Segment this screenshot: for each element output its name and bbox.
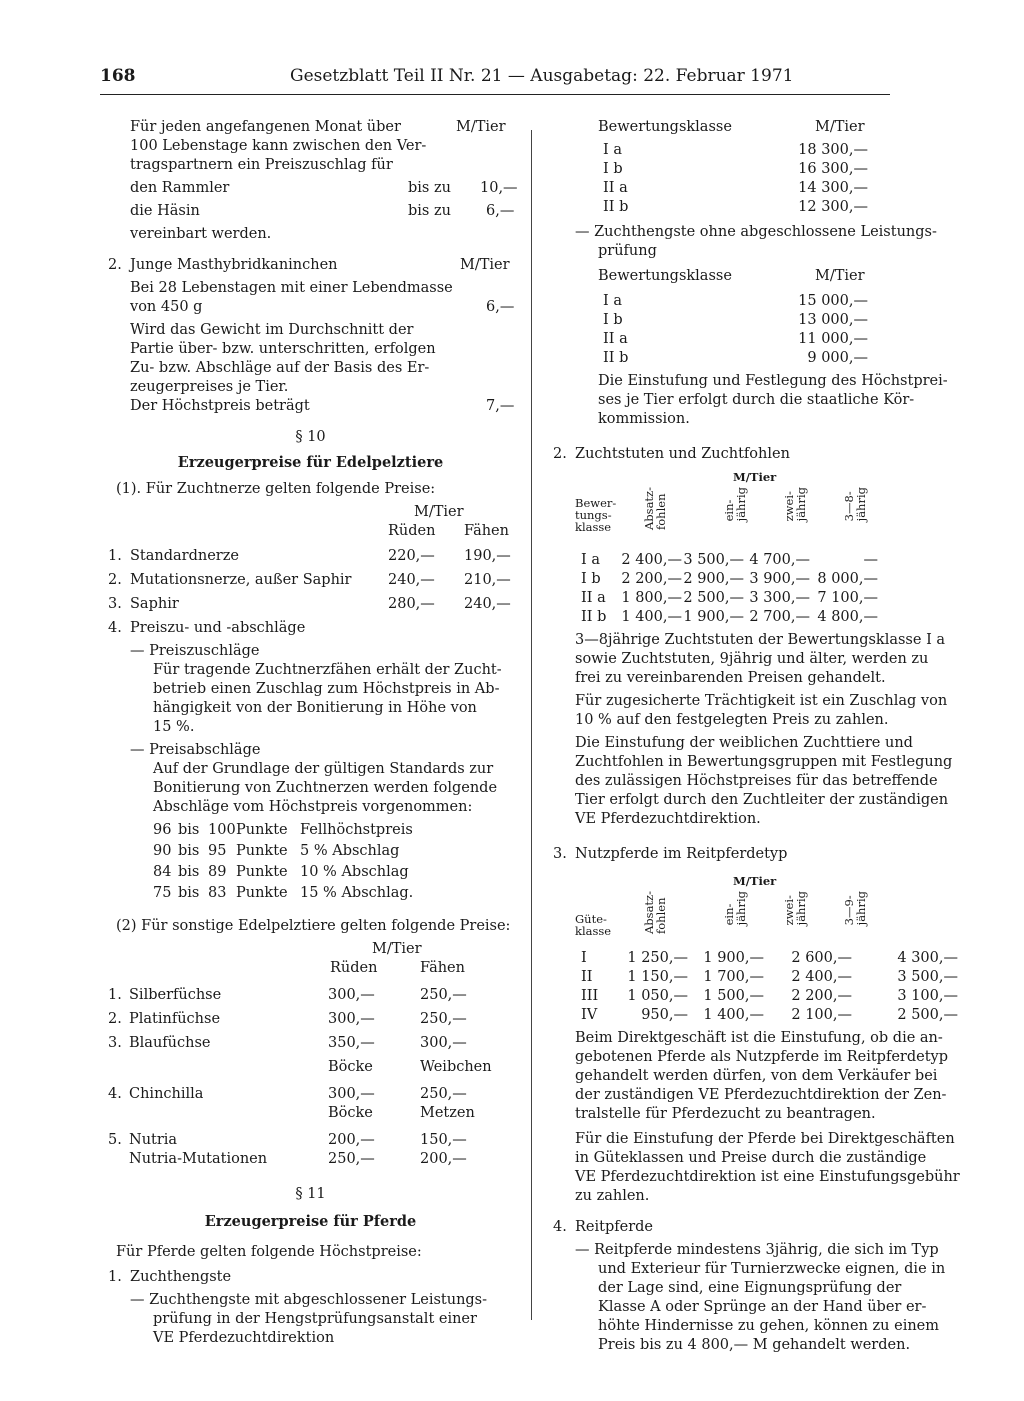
points-to: 100 (208, 822, 236, 838)
text-line: vereinbart werden. (130, 226, 272, 242)
price-value: 240,— (388, 572, 435, 588)
text-line: der zuständigen VE Pferdezuchtdirektion der Zen- (575, 1087, 947, 1103)
text-line: (2) Für sonstige Edelpelztiere gelten folgende Preise: (116, 918, 511, 934)
table-row (108, 884, 513, 905)
column-header: Rüden (388, 523, 436, 539)
text-line: — Preiszuschläge (130, 643, 260, 659)
price-value: 13 000,— (798, 312, 868, 328)
section-number: § 11 (295, 1186, 326, 1202)
points-from: 90 (153, 843, 172, 859)
column-header: M/Tier (815, 268, 865, 284)
price-value: 1 700,— (703, 969, 764, 985)
text-line: höhte Hindernisse zu gehen, können zu einem (598, 1318, 940, 1334)
text-line: tralstelle für Pferdezucht zu beantragen. (575, 1106, 876, 1122)
price-value: 1 050,— (627, 988, 688, 1004)
mink-type: Saphir (130, 596, 179, 612)
text-line: Zu- bzw. Abschläge auf der Basis des Er- (130, 360, 430, 376)
price-value: — (863, 552, 878, 568)
stallion-tested-table (553, 141, 958, 217)
text-line: bis (178, 864, 200, 880)
utility-horse-table (553, 949, 958, 1025)
price-value: 1 400,— (703, 1007, 764, 1023)
price-value: 150,— (420, 1132, 467, 1148)
header-text: Bewer- (575, 496, 617, 510)
class-label: III (581, 988, 599, 1004)
text-line: Für Pferde gelten folgende Höchstpreise: (116, 1244, 422, 1260)
text-line: betrieb einen Zuschlag zum Höchstpreis in Ab- (153, 681, 500, 697)
mink-price-table (108, 547, 513, 619)
text-line: Für die Einstufung der Pferde bei Direktgeschäften (575, 1131, 955, 1147)
text-line: — Reitpferde mindestens 3jährig, die sich im Typ (575, 1242, 939, 1258)
table-header (553, 487, 958, 551)
class-label: I a (603, 293, 622, 309)
text-line: — Preisabschläge (130, 742, 261, 758)
price-value: 2 200,— (621, 571, 682, 587)
item-number: 3. (108, 596, 122, 612)
animal-name: Chinchilla (129, 1086, 204, 1102)
text-line: frei zu vereinbarenden Preisen gehandelt. (575, 670, 886, 686)
text-line: VE Pferdezuchtdirektion (153, 1330, 335, 1346)
price-value: 190,— (464, 548, 511, 564)
price-value: 3 900,— (749, 571, 810, 587)
item-number: 4. (553, 1219, 567, 1235)
text-line: Der Höchstpreis beträgt (130, 398, 310, 414)
price-value: 1 150,— (627, 969, 688, 985)
column-header: M/Tier (815, 119, 865, 135)
table-row (553, 987, 958, 1006)
table-row (553, 292, 958, 311)
class-label: II b (603, 350, 629, 366)
unit-label: M/Tier (456, 119, 506, 135)
text-line: den Rammler (130, 180, 230, 196)
text-line: 3—8jährige Zuchtstuten der Bewertungsklasse I a (575, 632, 946, 648)
price-value: 300,— (328, 987, 375, 1003)
price-value: 15 000,— (798, 293, 868, 309)
text-line: Tier erfolgt durch den Zuchtleiter der zuständigen (575, 792, 949, 808)
deduction-value: 5 % Abschlag (300, 843, 400, 859)
text-line: in Güteklassen und Preise durch die zuständige (575, 1150, 927, 1166)
text-line: gebotenen Pferde als Nutzpferde im Reitpferdetyp (575, 1049, 948, 1065)
page-header (100, 60, 930, 96)
header-text: klasse (575, 924, 612, 938)
table-row (108, 863, 513, 884)
text-line: die Häsin (130, 203, 200, 219)
table-row (553, 589, 958, 608)
text-line: Punkte (236, 885, 288, 901)
price-value: 9 000,— (807, 350, 868, 366)
text-line: zeugerpreises je Tier. (130, 379, 289, 395)
text-line: Bei 28 Lebenstagen mit einer Lebendmasse (130, 280, 453, 296)
table-header (553, 891, 958, 949)
text-line: 10 % auf den festgelegten Preis zu zahlen. (575, 712, 889, 728)
table-row (108, 1034, 513, 1058)
points-from: 75 (153, 885, 172, 901)
item-number: 2. (108, 572, 122, 588)
table-row (108, 821, 513, 842)
table-row (553, 198, 958, 217)
price-value: 1 500,— (703, 988, 764, 1004)
deduction-value: 15 % Abschlag. (300, 885, 414, 901)
column-header: zwei- jährig (782, 487, 808, 522)
sub-header: Böcke (328, 1059, 373, 1075)
text-line: Die Einstufung der weiblichen Zuchttiere und (575, 735, 913, 751)
price-value: 4 700,— (749, 552, 810, 568)
price-value: 3 500,— (897, 969, 958, 985)
table-row (108, 571, 513, 595)
item-number: 2. (108, 1011, 122, 1027)
table-row (553, 330, 958, 349)
right-column (553, 118, 958, 1355)
column-header: Bewertungsklasse (598, 268, 732, 284)
column-header (575, 497, 616, 533)
item-number: 1. (108, 548, 122, 564)
price-value: 300,— (328, 1086, 375, 1102)
column-divider (531, 130, 532, 1320)
deduction-value: Fellhöchstpreis (300, 822, 413, 838)
item-number: 3. (553, 846, 567, 862)
sub-header: Metzen (420, 1105, 475, 1121)
price-value: 200,— (420, 1151, 467, 1167)
price-value: 280,— (388, 596, 435, 612)
animal-name: Nutria (129, 1132, 178, 1148)
points-to: 95 (208, 843, 227, 859)
text-line: — Zuchthengste ohne abgeschlossene Leistungs- (575, 224, 937, 240)
column-header: 3—9- jährig (842, 891, 868, 926)
text-line: VE Pferdezuchtdirektion. (575, 811, 761, 827)
sub-header: Böcke (328, 1105, 373, 1121)
item-number: 4. (108, 1086, 122, 1102)
unit-label: M/Tier (733, 874, 777, 888)
stallion-untested-table (553, 292, 958, 368)
animal-name: Blaufüchse (129, 1035, 211, 1051)
price-value: 11 000,— (798, 331, 868, 347)
unit-label: M/Tier (414, 504, 464, 520)
table-row (553, 141, 958, 160)
item-number: 1. (108, 1269, 122, 1285)
price-value: 18 300,— (798, 142, 868, 158)
header-rule (100, 94, 890, 95)
table-row (553, 179, 958, 198)
item-title: Zuchtstuten und Zuchtfohlen (575, 446, 790, 462)
price-value: 4 300,— (897, 950, 958, 966)
text-line: Für tragende Zuchtnerzfähen erhält der Zucht- (153, 662, 502, 678)
item-number: 3. (108, 1035, 122, 1051)
mink-type: Mutationsnerze, außer Saphir (130, 572, 352, 588)
text-line: Preis bis zu 4 800,— M gehandelt werden. (598, 1337, 911, 1353)
price-value: 250,— (420, 1011, 467, 1027)
text-line: Wird das Gewicht im Durchschnitt der (130, 322, 414, 338)
price-value: 1 400,— (621, 609, 682, 625)
table-row (553, 311, 958, 330)
deduction-value: 10 % Abschlag (300, 864, 409, 880)
header-text: Güte- (575, 912, 607, 926)
text-line: Abschläge vom Höchstpreis vorgenommen: (153, 799, 473, 815)
item-number: 2. (108, 257, 122, 273)
item-title: Zuchthengste (130, 1269, 232, 1285)
points-from: 96 (153, 822, 172, 838)
price-value: 2 900,— (683, 571, 744, 587)
unit-label: M/Tier (372, 941, 422, 957)
table-row (553, 949, 958, 968)
column-header: ein- jährig (722, 487, 748, 522)
section-title: Erzeugerpreise für Pferde (204, 1213, 417, 1230)
text-line: bis (178, 822, 200, 838)
fur-price-table (108, 986, 513, 1058)
price-value: 6,— (486, 203, 515, 219)
item-number: 5. (108, 1132, 122, 1148)
table-row (553, 160, 958, 179)
mink-type: Standardnerze (130, 548, 239, 564)
class-label: I (581, 950, 587, 966)
table-row (553, 1006, 958, 1025)
price-value: 3 500,— (683, 552, 744, 568)
class-label: I a (603, 142, 622, 158)
text-line: tragspartnern ein Preiszuschlag für (130, 157, 393, 173)
text-line: des zulässigen Höchstpreises für das betreffende (575, 773, 938, 789)
price-value: 12 300,— (798, 199, 868, 215)
price-value: 350,— (328, 1035, 375, 1051)
item-number: 4. (108, 620, 122, 636)
text-line: prüfung in der Hengstprüfungsanstalt einer (153, 1311, 477, 1327)
price-value: 2 400,— (621, 552, 682, 568)
price-value: 2 500,— (897, 1007, 958, 1023)
text-line: bis zu (408, 180, 451, 196)
item-title: Nutzpferde im Reitpferdetyp (575, 846, 788, 862)
price-value: 240,— (464, 596, 511, 612)
class-label: II a (603, 331, 628, 347)
class-label: II a (603, 180, 628, 196)
table-row (108, 842, 513, 863)
table-row (553, 551, 958, 570)
price-value: 1 250,— (627, 950, 688, 966)
table-row (553, 570, 958, 589)
price-value: 1 900,— (683, 609, 744, 625)
price-value: 250,— (420, 987, 467, 1003)
table-row (108, 986, 513, 1010)
column-header: Rüden (330, 960, 378, 976)
text-line: zu zahlen. (575, 1188, 650, 1204)
price-value: 16 300,— (798, 161, 868, 177)
price-value: 210,— (464, 572, 511, 588)
text-line: von 450 g (130, 299, 203, 315)
item-number: 1. (108, 987, 122, 1003)
price-value: 220,— (388, 548, 435, 564)
column-header: ein- jährig (722, 891, 748, 926)
price-value: 300,— (328, 1011, 375, 1027)
points-to: 83 (208, 885, 227, 901)
text-line: der Lage sind, eine Eignungsprüfung der (598, 1280, 902, 1296)
price-value: 8 000,— (817, 571, 878, 587)
price-value: 2 100,— (791, 1007, 852, 1023)
class-label: IV (581, 1007, 598, 1023)
text-line: VE Pferdezuchtdirektion ist eine Einstufungsgebühr (575, 1169, 960, 1185)
text-line: prüfung (598, 243, 657, 259)
price-value: 2 500,— (683, 590, 744, 606)
price-value: 200,— (328, 1132, 375, 1148)
text-line: bis zu (408, 203, 451, 219)
mare-foal-table (553, 551, 958, 627)
text-line: Die Einstufung und Festlegung des Höchstprei- (598, 373, 948, 389)
price-value: 2 400,— (791, 969, 852, 985)
header-text: tungs- (575, 508, 612, 522)
class-label: II a (581, 590, 606, 606)
text-line: Klasse A oder Sprünge an der Hand über er- (598, 1299, 927, 1315)
animal-name: Silberfüchse (129, 987, 222, 1003)
table-row (553, 968, 958, 987)
class-label: II b (603, 199, 629, 215)
text-line: 100 Lebenstage kann zwischen den Ver- (130, 138, 427, 154)
text-line: (1). Für Zuchtnerze gelten folgende Preise: (116, 481, 436, 497)
price-value: 6,— (486, 299, 515, 315)
price-value: 250,— (420, 1086, 467, 1102)
points-from: 84 (153, 864, 172, 880)
column-header: Absatz- fohlen (642, 891, 668, 934)
item-title: Preiszu- und -abschläge (130, 620, 306, 636)
item-title: Reitpferde (575, 1219, 653, 1235)
class-label: II (581, 969, 593, 985)
price-value: 3 300,— (749, 590, 810, 606)
price-value: 2 700,— (749, 609, 810, 625)
column-header (575, 913, 611, 937)
price-value: 7,— (486, 398, 515, 414)
column-header: zwei- jährig (782, 891, 808, 926)
price-value: 2 200,— (791, 988, 852, 1004)
price-value: 950,— (641, 1007, 688, 1023)
page-title: Gesetzblatt Teil II Nr. 21 — Ausgabetag: 22. Februar 1971 (290, 66, 794, 86)
item-title: Junge Masthybridkaninchen (130, 257, 338, 273)
text-line: Punkte (236, 843, 288, 859)
header-text: klasse (575, 520, 612, 534)
animal-name: Platinfüchse (129, 1011, 221, 1027)
text-line: ses je Tier erfolgt durch die staatliche Kör- (598, 392, 915, 408)
class-label: I b (581, 571, 601, 587)
text-line: kommission. (598, 411, 690, 427)
page-number: 168 (100, 66, 136, 86)
price-value: 7 100,— (817, 590, 878, 606)
class-label: I b (603, 312, 623, 328)
points-to: 89 (208, 864, 227, 880)
table-row (108, 547, 513, 571)
class-label: I a (581, 552, 600, 568)
text-line: und Exterieur für Turnierzwecke eignen, die in (598, 1261, 946, 1277)
item-number: 2. (553, 446, 567, 462)
text-line: bis (178, 885, 200, 901)
table-row (553, 608, 958, 627)
text-line: Partie über- bzw. unterschritten, erfolgen (130, 341, 436, 357)
animal-name: Nutria-Mutationen (129, 1151, 268, 1167)
column-header: Absatz- fohlen (642, 487, 668, 530)
text-line: — Zuchthengste mit abgeschlossener Leistungs- (130, 1292, 488, 1308)
text-line: Auf der Grundlage der gültigen Standards zur (153, 761, 494, 777)
text-line: Zuchtfohlen in Bewertungsgruppen mit Festlegung (575, 754, 953, 770)
text-line: Bonitierung von Zuchtnerzen werden folgende (153, 780, 498, 796)
price-value: 10,— (480, 180, 518, 196)
text-line: Für zugesicherte Trächtigkeit ist ein Zuschlag von (575, 693, 948, 709)
text-line: hängigkeit von der Bonitierung in Höhe von (153, 700, 477, 716)
price-value: 1 900,— (703, 950, 764, 966)
text-line: Punkte (236, 822, 288, 838)
class-label: I b (603, 161, 623, 177)
text-line: 15 %. (153, 719, 195, 735)
text-line: Beim Direktgeschäft ist die Einstufung, ob die an- (575, 1030, 943, 1046)
column-header: Fähen (420, 960, 465, 976)
price-value: 14 300,— (798, 180, 868, 196)
column-header: 3—8- jährig (842, 487, 868, 522)
price-value: 300,— (420, 1035, 467, 1051)
text-line: sowie Zuchtstuten, 9jährig und älter, werden zu (575, 651, 929, 667)
price-value: 1 800,— (621, 590, 682, 606)
unit-label: M/Tier (733, 470, 777, 484)
text-line: gehandelt werden dürfen, von dem Verkäufer bei (575, 1068, 938, 1084)
text-line: Für jeden angefangenen Monat über (130, 119, 401, 135)
price-value: 3 100,— (897, 988, 958, 1004)
unit-label: M/Tier (460, 257, 510, 273)
price-value: 250,— (328, 1151, 375, 1167)
section-number: § 10 (295, 429, 326, 445)
price-value: 4 800,— (817, 609, 878, 625)
text-line: Punkte (236, 864, 288, 880)
section-title: Erzeugerpreise für Edelpelztiere (177, 454, 444, 471)
text-line: bis (178, 843, 200, 859)
class-label: II b (581, 609, 607, 625)
points-table (108, 821, 513, 905)
column-header: Fähen (464, 523, 509, 539)
column-header: Bewertungsklasse (598, 119, 732, 135)
table-row (108, 595, 513, 619)
price-value: 2 600,— (791, 950, 852, 966)
left-column (108, 118, 518, 1348)
table-row (553, 349, 958, 368)
sub-header: Weibchen (420, 1059, 492, 1075)
table-row (108, 1010, 513, 1034)
